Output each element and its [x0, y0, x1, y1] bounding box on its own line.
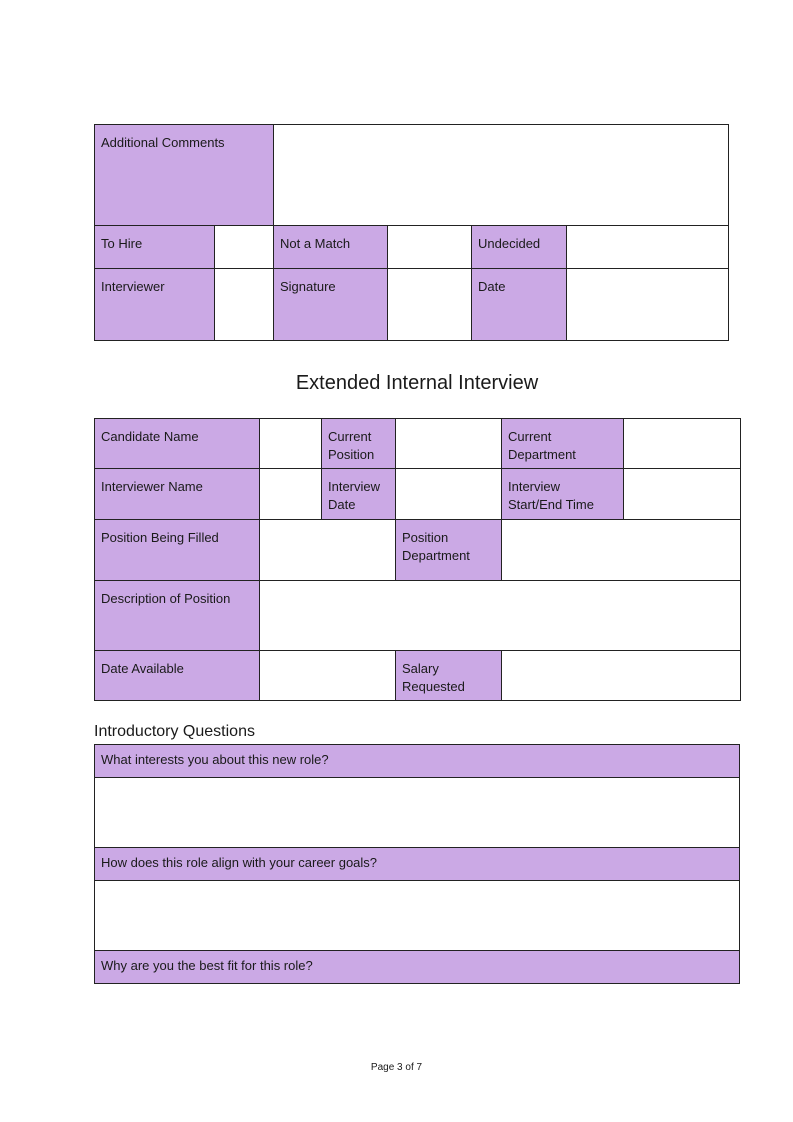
not-a-match-label: Not a Match: [274, 226, 388, 269]
date-field[interactable]: [567, 269, 729, 341]
additional-comments-field[interactable]: [274, 125, 729, 226]
question-label: Why are you the best fit for this role?: [95, 951, 740, 984]
candidate-name-field[interactable]: [260, 419, 322, 469]
current-position-field[interactable]: [396, 419, 502, 469]
to-hire-field[interactable]: [215, 226, 274, 269]
interviewer-field[interactable]: [215, 269, 274, 341]
section-title: Extended Internal Interview: [295, 372, 539, 394]
signature-label: Signature: [274, 269, 388, 341]
interviewer-name-label: Interviewer Name: [95, 469, 260, 520]
interviewer-name-field[interactable]: [260, 469, 322, 520]
description-of-position-label: Description of Position: [95, 581, 260, 651]
answer-field[interactable]: [95, 881, 740, 951]
candidate-name-label: Candidate Name: [95, 419, 260, 469]
description-of-position-field[interactable]: [260, 581, 741, 651]
date-available-label: Date Available: [95, 651, 260, 701]
question-label: What interests you about this new role?: [95, 745, 740, 778]
interview-time-field[interactable]: [624, 469, 741, 520]
interview-date-field[interactable]: [396, 469, 502, 520]
position-department-field[interactable]: [502, 520, 741, 581]
interview-date-label: Interview Date: [322, 469, 396, 520]
position-department-label: Position Department: [396, 520, 502, 581]
salary-requested-field[interactable]: [502, 651, 741, 701]
question-label: How does this role align with your career goals?: [95, 848, 740, 881]
date-label: Date: [472, 269, 567, 341]
position-being-filled-label: Position Being Filled: [95, 520, 260, 581]
additional-comments-label: Additional Comments: [95, 125, 274, 226]
date-available-field[interactable]: [260, 651, 396, 701]
current-department-label: Current Department: [502, 419, 624, 469]
position-being-filled-field[interactable]: [260, 520, 396, 581]
undecided-field[interactable]: [567, 226, 729, 269]
decision-table: [94, 124, 729, 341]
interview-time-label: Interview Start/End Time: [502, 469, 624, 520]
candidate-info-table: [94, 418, 741, 701]
introductory-questions-table: [94, 744, 740, 984]
current-position-label: Current Position: [322, 419, 396, 469]
salary-requested-label: Salary Requested: [396, 651, 502, 701]
not-a-match-field[interactable]: [388, 226, 472, 269]
introductory-questions-title: Introductory Questions: [94, 723, 255, 740]
to-hire-label: To Hire: [95, 226, 215, 269]
interviewer-label: Interviewer: [95, 269, 215, 341]
page-number: Page 3 of 7: [370, 1062, 423, 1073]
current-department-field[interactable]: [624, 419, 741, 469]
signature-field[interactable]: [388, 269, 472, 341]
answer-field[interactable]: [95, 778, 740, 848]
undecided-label: Undecided: [472, 226, 567, 269]
